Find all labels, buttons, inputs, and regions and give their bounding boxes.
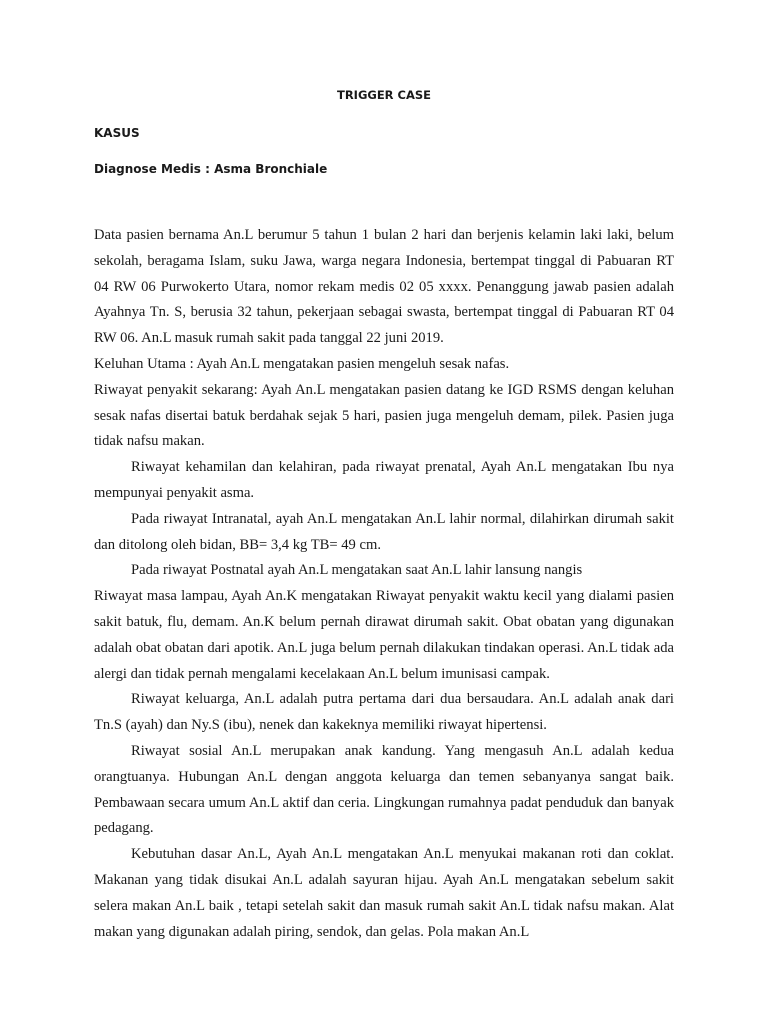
paragraph-intranatal: Pada riwayat Intranatal, ayah An.L mengatakan An.L lahir normal, dilahirkan dirumah sakit dan ditolong oleh bidan, BB= 3,4 kg TB= 49 cm. [94,510,674,553]
diagnosis-heading: Diagnose Medis : Asma Bronchiale [94,162,328,176]
case-body [94,223,674,945]
paragraph-current-illness: Riwayat penyakit sekarang: Ayah An.L mengatakan pasien datang ke IGD RSMS dengan keluhan sesak nafas disertai batuk berdahak sejak 5 hari, pasien juga mengeluh demam, pilek. Pasien juga tidak nafsu makan. [94,381,674,450]
paragraph-basic-needs: Kebutuhan dasar An.L, Ayah An.L mengatakan An.L menyukai makanan roti dan coklat. Makanan yang tidak disukai An.L adalah sayuran hijau. Ayah An.L mengatakan sebelum sakit selera makan An.L baik , tetapi setelah sakit dan masuk rumah sakit An.L tidak nafsu makan. Alat makan yang digunakan adalah piring, sendok, dan gelas. Pola makan An.L [94,846,674,940]
paragraph-past-history: Riwayat masa lampau, Ayah An.K mengatakan Riwayat penyakit waktu kecil yang dialami pasien sakit batuk, flu, demam. An.K belum pernah dirawat dirumah sakit. Obat obatan yang digunakan adalah obat obatan dari apotik. An.L juga belum pernah dilakukan tindakan operasi. An.L tidak ada alergi dan tidak pernah mengalami kecelakaan An.L belum imunisasi campak. [94,588,674,682]
section-heading: KASUS [94,126,140,140]
paragraph-social-history: Riwayat sosial An.L merupakan anak kandung. Yang mengasuh An.L adalah kedua orangtuanya. Hubungan An.L dengan anggota keluarga dan temen sebanyanya sangat baik. Pembawaan secara umum An.L aktif dan ceria. Lingkungan rumahnya padat penduduk dan banyak pedagang. [94,742,674,837]
paragraph-postnatal: Pada riwayat Postnatal ayah An.L mengatakan saat An.L lahir lansung nangis [131,562,583,579]
document-title: TRIGGER CASE [336,88,432,102]
paragraph-main-complaint: Keluhan Utama : Ayah An.L mengatakan pasien mengeluh sesak nafas. [94,355,510,372]
paragraph-prenatal: Riwayat kehamilan dan kelahiran, pada riwayat prenatal, Ayah An.L mengatakan Ibu nya mempunyai penyakit asma. [94,459,674,501]
paragraph-family-history: Riwayat keluarga, An.L adalah putra pertama dari dua bersaudara. An.L adalah anak dari Tn.S (ayah) dan Ny.S (ibu), nenek dan kakeknya memiliki riwayat hipertensi. [94,691,674,734]
paragraph-patient-data: Data pasien bernama An.L berumur 5 tahun 1 bulan 2 hari dan berjenis kelamin laki laki, belum sekolah, beragama Islam, suku Jawa, warga negara Indonesia, bertempat tinggal di Pabuaran RT 04 RW 06 Purwokerto Utara, nomor rekam medis 02 05 xxxx. Penanggung jawab pasien adalah Ayahnya Tn. S, berusia 32 tahun, pekerjaan sebagai swasta, bertempat tinggal di Pabuaran RT 04 RW 06. An.L masuk rumah sakit pada tanggal 22 juni 2019. [94,227,674,347]
